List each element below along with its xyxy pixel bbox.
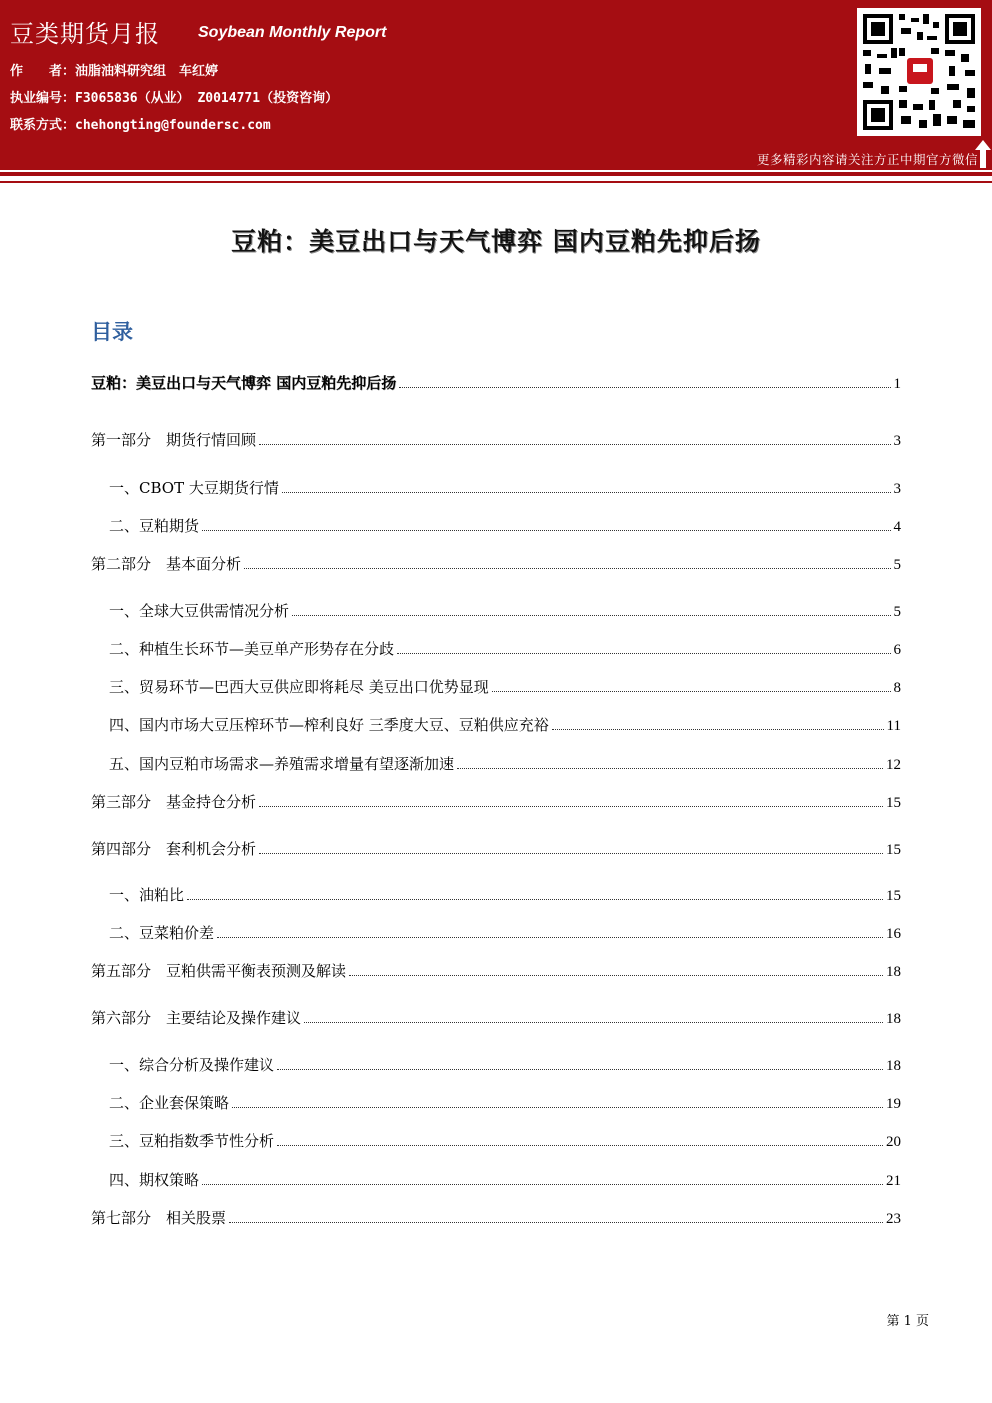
toc-leader-dots (229, 1222, 883, 1223)
toc-leader-dots (202, 1184, 883, 1185)
license-line (10, 87, 338, 106)
toc-entry[interactable] (91, 959, 901, 981)
toc-entry-label: 二、种植生长环节—美豆单产形势存在分歧 (109, 640, 395, 658)
toc-entry-page: 18 (886, 1058, 901, 1074)
toc-entry-page: 15 (886, 795, 901, 811)
toc-entry-page: 3 (893, 481, 901, 497)
arrow-up-icon (975, 140, 991, 168)
page-number: 第 1 页 (886, 1314, 929, 1329)
toc-entry-label: 一、CBOT 大豆期货行情 (109, 479, 279, 497)
toc-entry-label: 二、豆粕期货 (109, 517, 200, 535)
toc-entry[interactable] (109, 1091, 901, 1113)
toc-entry[interactable] (109, 599, 901, 621)
toc-entry-label: 二、企业套保策略 (109, 1094, 230, 1112)
report-header-band (0, 0, 992, 170)
toc-entry-label: 第一部分 期货行情回顾 (91, 431, 257, 449)
toc-entry-page: 19 (886, 1096, 901, 1112)
toc-leader-dots (259, 444, 890, 445)
toc-entry-page: 4 (893, 519, 901, 535)
toc-entry[interactable] (91, 371, 901, 393)
toc-entry-page: 11 (886, 718, 901, 734)
toc-entry-label: 五、国内豆粕市场需求—养殖需求增量有望逐渐加速 (109, 755, 455, 773)
toc-entry-label: 第三部分 基金持仓分析 (91, 793, 257, 811)
report-series-title-en: Soybean Monthly Report (198, 24, 387, 41)
toc-leader-dots (259, 806, 883, 807)
license-label: 执业编号： (10, 91, 76, 106)
toc-entry-page: 6 (893, 642, 901, 658)
toc-leader-dots (187, 899, 883, 900)
header-divider-thick (0, 172, 992, 176)
toc-entry-label: 三、豆粕指数季节性分析 (109, 1132, 275, 1150)
toc-entry-label: 第四部分 套利机会分析 (91, 840, 257, 858)
toc-entry[interactable] (91, 552, 901, 574)
toc-entry[interactable] (91, 1006, 901, 1028)
toc-entry-label: 第六部分 主要结论及操作建议 (91, 1009, 302, 1027)
toc-leader-dots (397, 653, 890, 654)
toc-leader-dots (399, 387, 890, 388)
toc-entry-page: 12 (886, 757, 901, 773)
toc-entry-label: 第五部分 豆粕供需平衡表预测及解读 (91, 962, 347, 980)
toc-entry[interactable] (109, 883, 901, 905)
toc-entry-page: 16 (886, 926, 901, 942)
toc-entry-label: 四、期权策略 (109, 1171, 200, 1189)
toc-leader-dots (492, 691, 891, 692)
wechat-follow-note: 更多精彩内容请关注方正中期官方微信 (756, 152, 978, 167)
contact-line (10, 114, 271, 133)
toc-entry[interactable] (91, 790, 901, 812)
toc-entry-label: 一、全球大豆供需情况分析 (109, 602, 290, 620)
toc-leader-dots (202, 530, 890, 531)
author-label: 作 者： (10, 64, 76, 79)
toc-entry-page: 20 (886, 1134, 901, 1150)
toc-leader-dots (259, 853, 883, 854)
toc-entry[interactable] (109, 637, 901, 659)
toc-entry[interactable] (109, 1129, 901, 1151)
toc-entry-page: 15 (886, 842, 901, 858)
toc-leader-dots (244, 568, 890, 569)
license-value: F3065836（从业） Z0014771（投资咨询） (75, 91, 339, 106)
toc-entry[interactable] (109, 1168, 901, 1190)
toc-entry[interactable] (109, 752, 901, 774)
toc-entry-label: 豆粕：美豆出口与天气博弈 国内豆粕先抑后扬 (91, 374, 397, 392)
toc-leader-dots (304, 1022, 883, 1023)
toc-leader-dots (217, 937, 883, 938)
wechat-qr-code (857, 8, 981, 136)
toc-entry[interactable] (109, 675, 901, 697)
toc-entry-page: 15 (886, 888, 901, 904)
toc-leader-dots (277, 1069, 883, 1070)
toc-entry-label: 四、国内市场大豆压榨环节—榨利良好 三季度大豆、豆粕供应充裕 (109, 716, 549, 734)
toc-entry[interactable] (109, 476, 901, 498)
toc-entry-page: 5 (893, 557, 901, 573)
toc-entry[interactable] (109, 713, 901, 735)
toc-entry-page: 23 (886, 1211, 901, 1227)
toc-entry-label: 一、综合分析及操作建议 (109, 1056, 275, 1074)
toc-entry-page: 21 (886, 1173, 901, 1189)
toc-entry-page: 8 (893, 680, 901, 696)
document-title: 豆粕：美豆出口与天气博弈 国内豆粕先抑后扬 (231, 227, 761, 256)
toc-entry-page: 5 (893, 604, 901, 620)
toc-entry[interactable] (109, 514, 901, 536)
contact-email[interactable]: chehongting@foundersc.com (75, 118, 271, 133)
toc-entry-page: 18 (886, 964, 901, 980)
toc-entry-page: 18 (886, 1011, 901, 1027)
contact-label: 联系方式： (10, 118, 76, 133)
toc-entry[interactable] (109, 921, 901, 943)
toc-entry-label: 二、豆菜粕价差 (109, 924, 215, 942)
toc-leader-dots (282, 492, 891, 493)
toc-entry[interactable] (91, 837, 901, 859)
author-line (10, 60, 218, 79)
toc-entry[interactable] (91, 1206, 901, 1228)
toc-leader-dots (349, 975, 883, 976)
toc-heading: 目录 (91, 320, 133, 344)
toc-leader-dots (232, 1107, 883, 1108)
report-series-title: 豆类期货月报 (10, 20, 160, 48)
toc-entry-label: 第七部分 相关股票 (91, 1209, 227, 1227)
toc-leader-dots (277, 1145, 883, 1146)
toc-leader-dots (552, 729, 884, 730)
toc-entry[interactable] (109, 1053, 901, 1075)
toc-leader-dots (457, 768, 883, 769)
author-value: 油脂油料研究组 车红婷 (75, 64, 219, 79)
toc-leader-dots (292, 615, 890, 616)
toc-entry-page: 1 (893, 376, 901, 392)
toc-entry-label: 三、贸易环节—巴西大豆供应即将耗尽 美豆出口优势显现 (109, 678, 489, 696)
toc-entry-label: 一、油粕比 (109, 886, 185, 904)
toc-entry-label: 第二部分 基本面分析 (91, 555, 242, 573)
header-divider-thin (0, 181, 992, 183)
toc-entry[interactable] (91, 428, 901, 450)
toc-entry-page: 3 (893, 433, 901, 449)
